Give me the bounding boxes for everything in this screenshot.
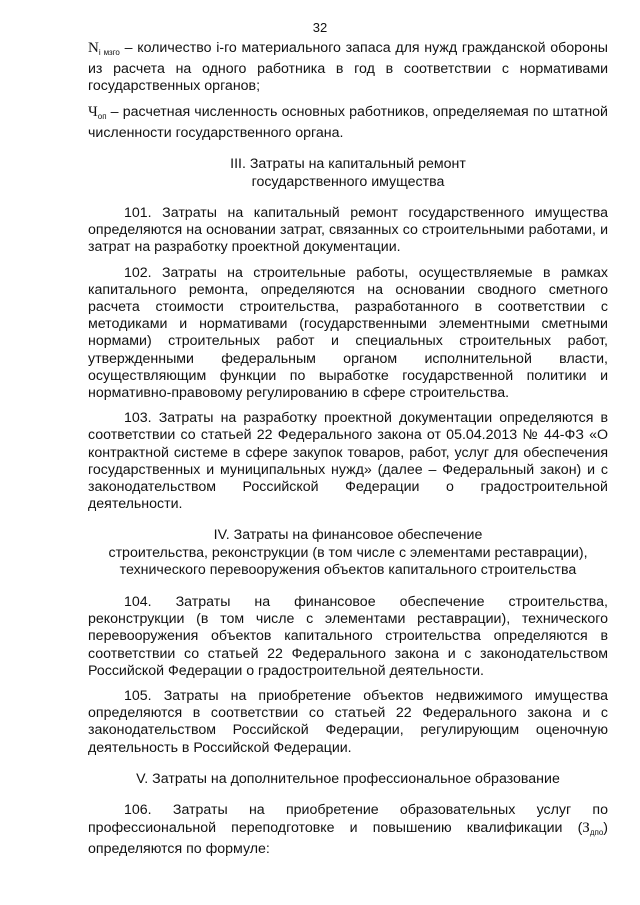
heading-line: строительства, реконструкции (в том числе с элементами реставрации), [108, 544, 588, 561]
heading-line: IV. Затраты на финансовое обеспечение [213, 527, 483, 544]
paragraph-106: 106. Затраты на приобретение образовательных услуг по профессиональной переподготовке и повышению квалификации $(З_{дпо})$ определяются по формуле: [88, 802, 608, 857]
symbol: N [88, 40, 99, 56]
paragraph-tail: определяются по формуле: [88, 840, 270, 857]
definition-n-mzgo [88, 40, 608, 96]
symbol-subscript: i мзго [98, 48, 120, 57]
paragraph-104: 104. Затраты на финансовое обеспечение строительства, реконструкции (в том числе с элементами реставрации), технического перевооружения объектов капитального строительства определяются в соответствии со статьей 22 Федерального закона и с законодательством Российской Федерации о градостроительной деятельности. [88, 593, 608, 679]
section-heading-4 [88, 527, 608, 580]
paragraph-105: 105. Затраты на приобретение объектов недвижимого имущества определяются в соответствии со статьей 22 Федерального закона и с законодательством Российской Федерации, регулирующим оценочную деятельность в Российской Федерации. [88, 687, 608, 756]
heading-line: III. Затраты на капитальный ремонт [230, 156, 466, 173]
symbol-subscript: дпо [589, 827, 604, 837]
symbol: З [582, 819, 590, 836]
symbol: Ч [88, 103, 98, 120]
heading-line: V. Затраты на дополнительное профессиональное образование [136, 770, 560, 787]
page-number: 32 [312, 20, 328, 35]
paragraph-101: 101. Затраты на капитальный ремонт государственного имущества определяются на основании затрат, связанных со строительными работами, и затрат на разработку проектной документации. [88, 205, 608, 256]
paragraph-102: 102. Затраты на строительные работы, осуществляемые в рамках капитального ремонта, определяются на основании сводного сметного расчета стоимости строительства, разработанного в соответствии с методиками и нормативами (государственными элементными сметными нормами) строительных работ и специальных строительных работ, утвержденными федеральным органом исполнительной власти, осуществляющим функции по выработке государственной политики и нормативно-правовому регулированию в сфере строительства. [88, 264, 608, 402]
symbol-subscript: оп [97, 111, 107, 121]
page-content [88, 40, 608, 866]
section-heading-5 [88, 771, 608, 789]
heading-line: технического перевооружения объектов капитального строительства [119, 562, 577, 579]
definition-text: – расчетная численность основных работников, определяемая по штатной численности государственного органа. [88, 103, 608, 141]
definition-ch-op [88, 104, 608, 142]
heading-line: государственного имущества [251, 173, 445, 190]
paragraph-103: 103. Затраты на разработку проектной документации определяются в соответствии со статьей 22 Федерального закона от 05.04.2013 № 44-ФЗ «О контрактной системе в сфере закупок товаров, работ, услуг для обеспечения государственных и муниципальных нужд» (далее – Федеральный закон) и с законодательством Российской Федерации о градостроительной деятельности. [88, 410, 608, 513]
paragraph-text: 106. Затраты на приобретение образовательных услуг по профессиональной переподготовке и повышению квалификации [88, 802, 608, 836]
section-heading-3 [88, 156, 608, 191]
definition-text: – количество i-го материального запаса для нужд гражданской обороны из расчета на одного работника в год в соответствии с нормативами государственных органов; [88, 40, 608, 95]
